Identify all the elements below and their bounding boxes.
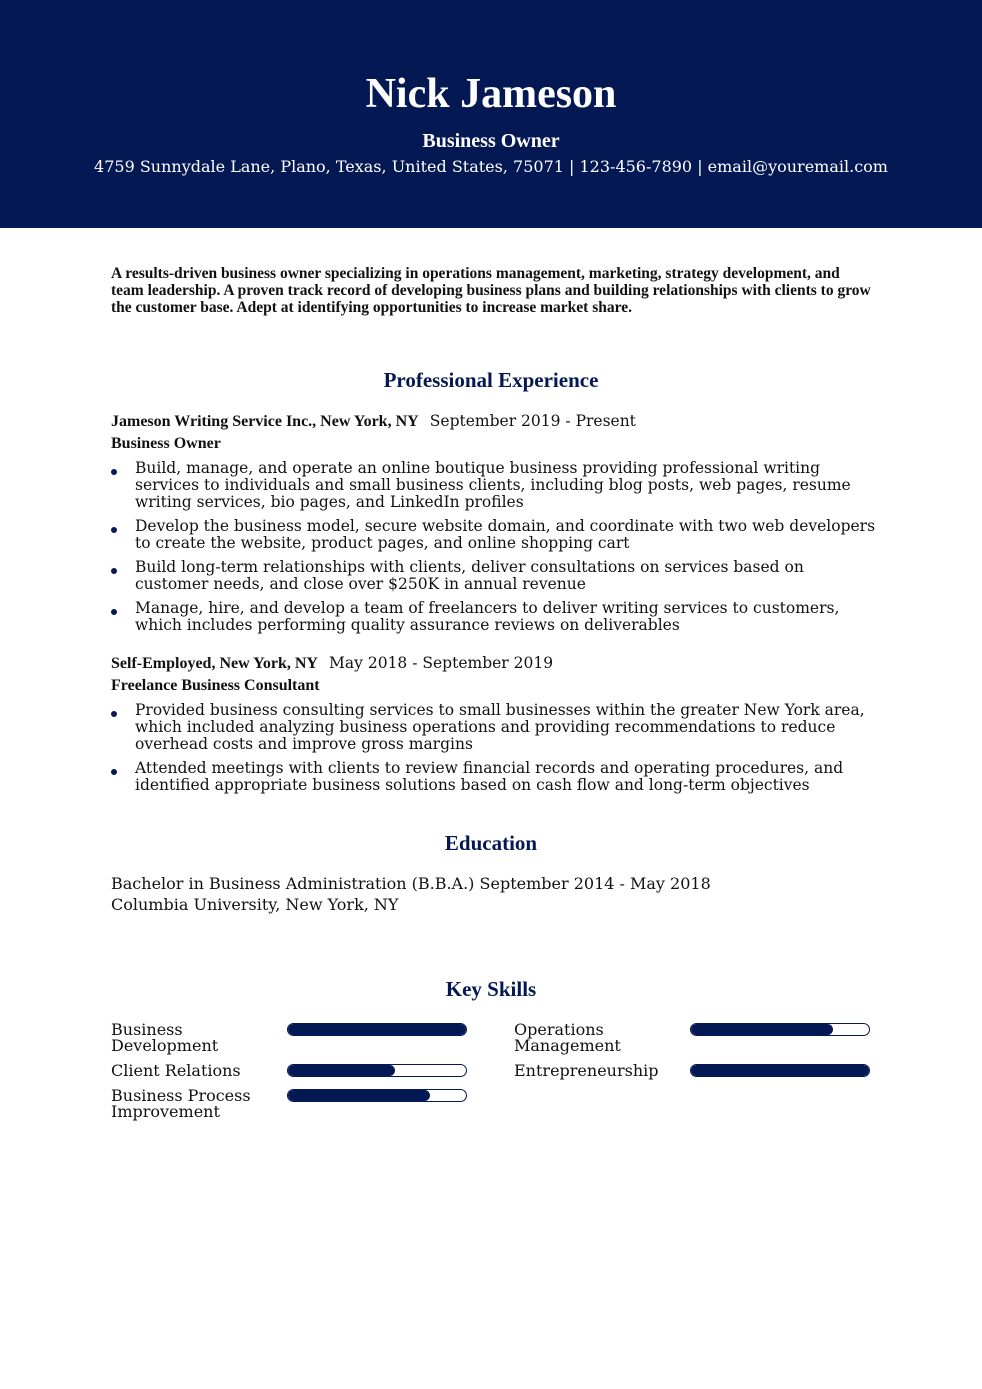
bullet-dot-icon	[111, 527, 117, 533]
job-bullets	[111, 702, 881, 801]
resume-header	[0, 0, 982, 228]
skill-bar-fill	[288, 1024, 466, 1035]
education-heading: Education	[444, 831, 538, 855]
skill-label: Client Relations	[111, 1061, 241, 1080]
education-degree-line	[111, 873, 711, 894]
skill-bar	[287, 1023, 467, 1036]
education-degree: Bachelor in Business Administration (B.B.A.)	[111, 874, 475, 893]
skill-bar	[690, 1064, 870, 1077]
bullet-dot-icon	[111, 609, 117, 615]
experience-heading: Professional Experience	[383, 368, 599, 392]
job-header	[111, 653, 553, 674]
job-role: Freelance Business Consultant	[111, 677, 320, 694]
skills-heading: Key Skills	[445, 977, 537, 1001]
skill-bar	[287, 1064, 467, 1077]
skill-bar-fill	[288, 1065, 395, 1076]
contact-info: 4759 Sunnydale Lane, Plano, Texas, United States, 75071 | 123-456-7890 | email@youremail.com	[94, 157, 888, 176]
skill-bar	[287, 1089, 467, 1102]
professional-summary: A results-driven business owner specializing in operations management, marketing, strategy development, and team leadership. A proven track record of developing business plans and building relationships with clients to grow the customer base. Adept at identifying opportunities to increase market share.	[111, 265, 871, 316]
job-dates: September 2019 - Present	[429, 412, 636, 430]
job-dates: May 2018 - September 2019	[329, 654, 554, 672]
skill-bar-fill	[288, 1090, 430, 1101]
bullet-dot-icon	[111, 769, 117, 775]
candidate-name: Nick Jameson	[365, 71, 617, 117]
education-dates: September 2014 - May 2018	[479, 874, 711, 893]
skill-bar-fill	[691, 1024, 833, 1035]
skill-bar-fill	[691, 1065, 869, 1076]
skill-label: Operations Management	[514, 1020, 621, 1055]
education-school: Columbia University, New York, NY	[111, 895, 399, 914]
job-company: Self-Employed, New York, NY	[111, 655, 318, 672]
bullet-item: Manage, hire, and develop a team of freelancers to deliver writing services to customers, which includes performing quality assurance reviews on deliverables	[111, 600, 881, 634]
skill-label: Entrepreneurship	[514, 1061, 659, 1080]
job-header	[111, 411, 636, 432]
bullet-item: Provided business consulting services to small businesses within the greater New York area, which included analyzing business operations and providing recommendations to reduce overhead costs and improve gross margins	[111, 702, 881, 753]
bullet-item: Build, manage, and operate an online boutique business providing professional writing services to individuals and small business clients, including blog posts, web pages, resume writing services, bio pages, and LinkedIn profiles	[111, 460, 881, 511]
candidate-title: Business Owner	[422, 130, 560, 152]
bullet-dot-icon	[111, 711, 117, 717]
job-bullets	[111, 460, 881, 641]
skill-label: Business Process Improvement	[111, 1086, 251, 1121]
bullet-dot-icon	[111, 469, 117, 475]
skill-bar	[690, 1023, 870, 1036]
bullet-item: Attended meetings with clients to review financial records and operating procedures, and identified appropriate business solutions based on cash flow and long-term objectives	[111, 760, 881, 794]
bullet-item: Build long-term relationships with clients, deliver consultations on services based on customer needs, and close over $250K in annual revenue	[111, 559, 881, 593]
job-company: Jameson Writing Service Inc., New York, NY	[111, 413, 419, 430]
bullet-item: Develop the business model, secure website domain, and coordinate with two web developers to create the website, product pages, and online shopping cart	[111, 518, 881, 552]
skill-label: Business Development	[111, 1020, 219, 1055]
bullet-dot-icon	[111, 568, 117, 574]
job-role: Business Owner	[111, 435, 221, 452]
